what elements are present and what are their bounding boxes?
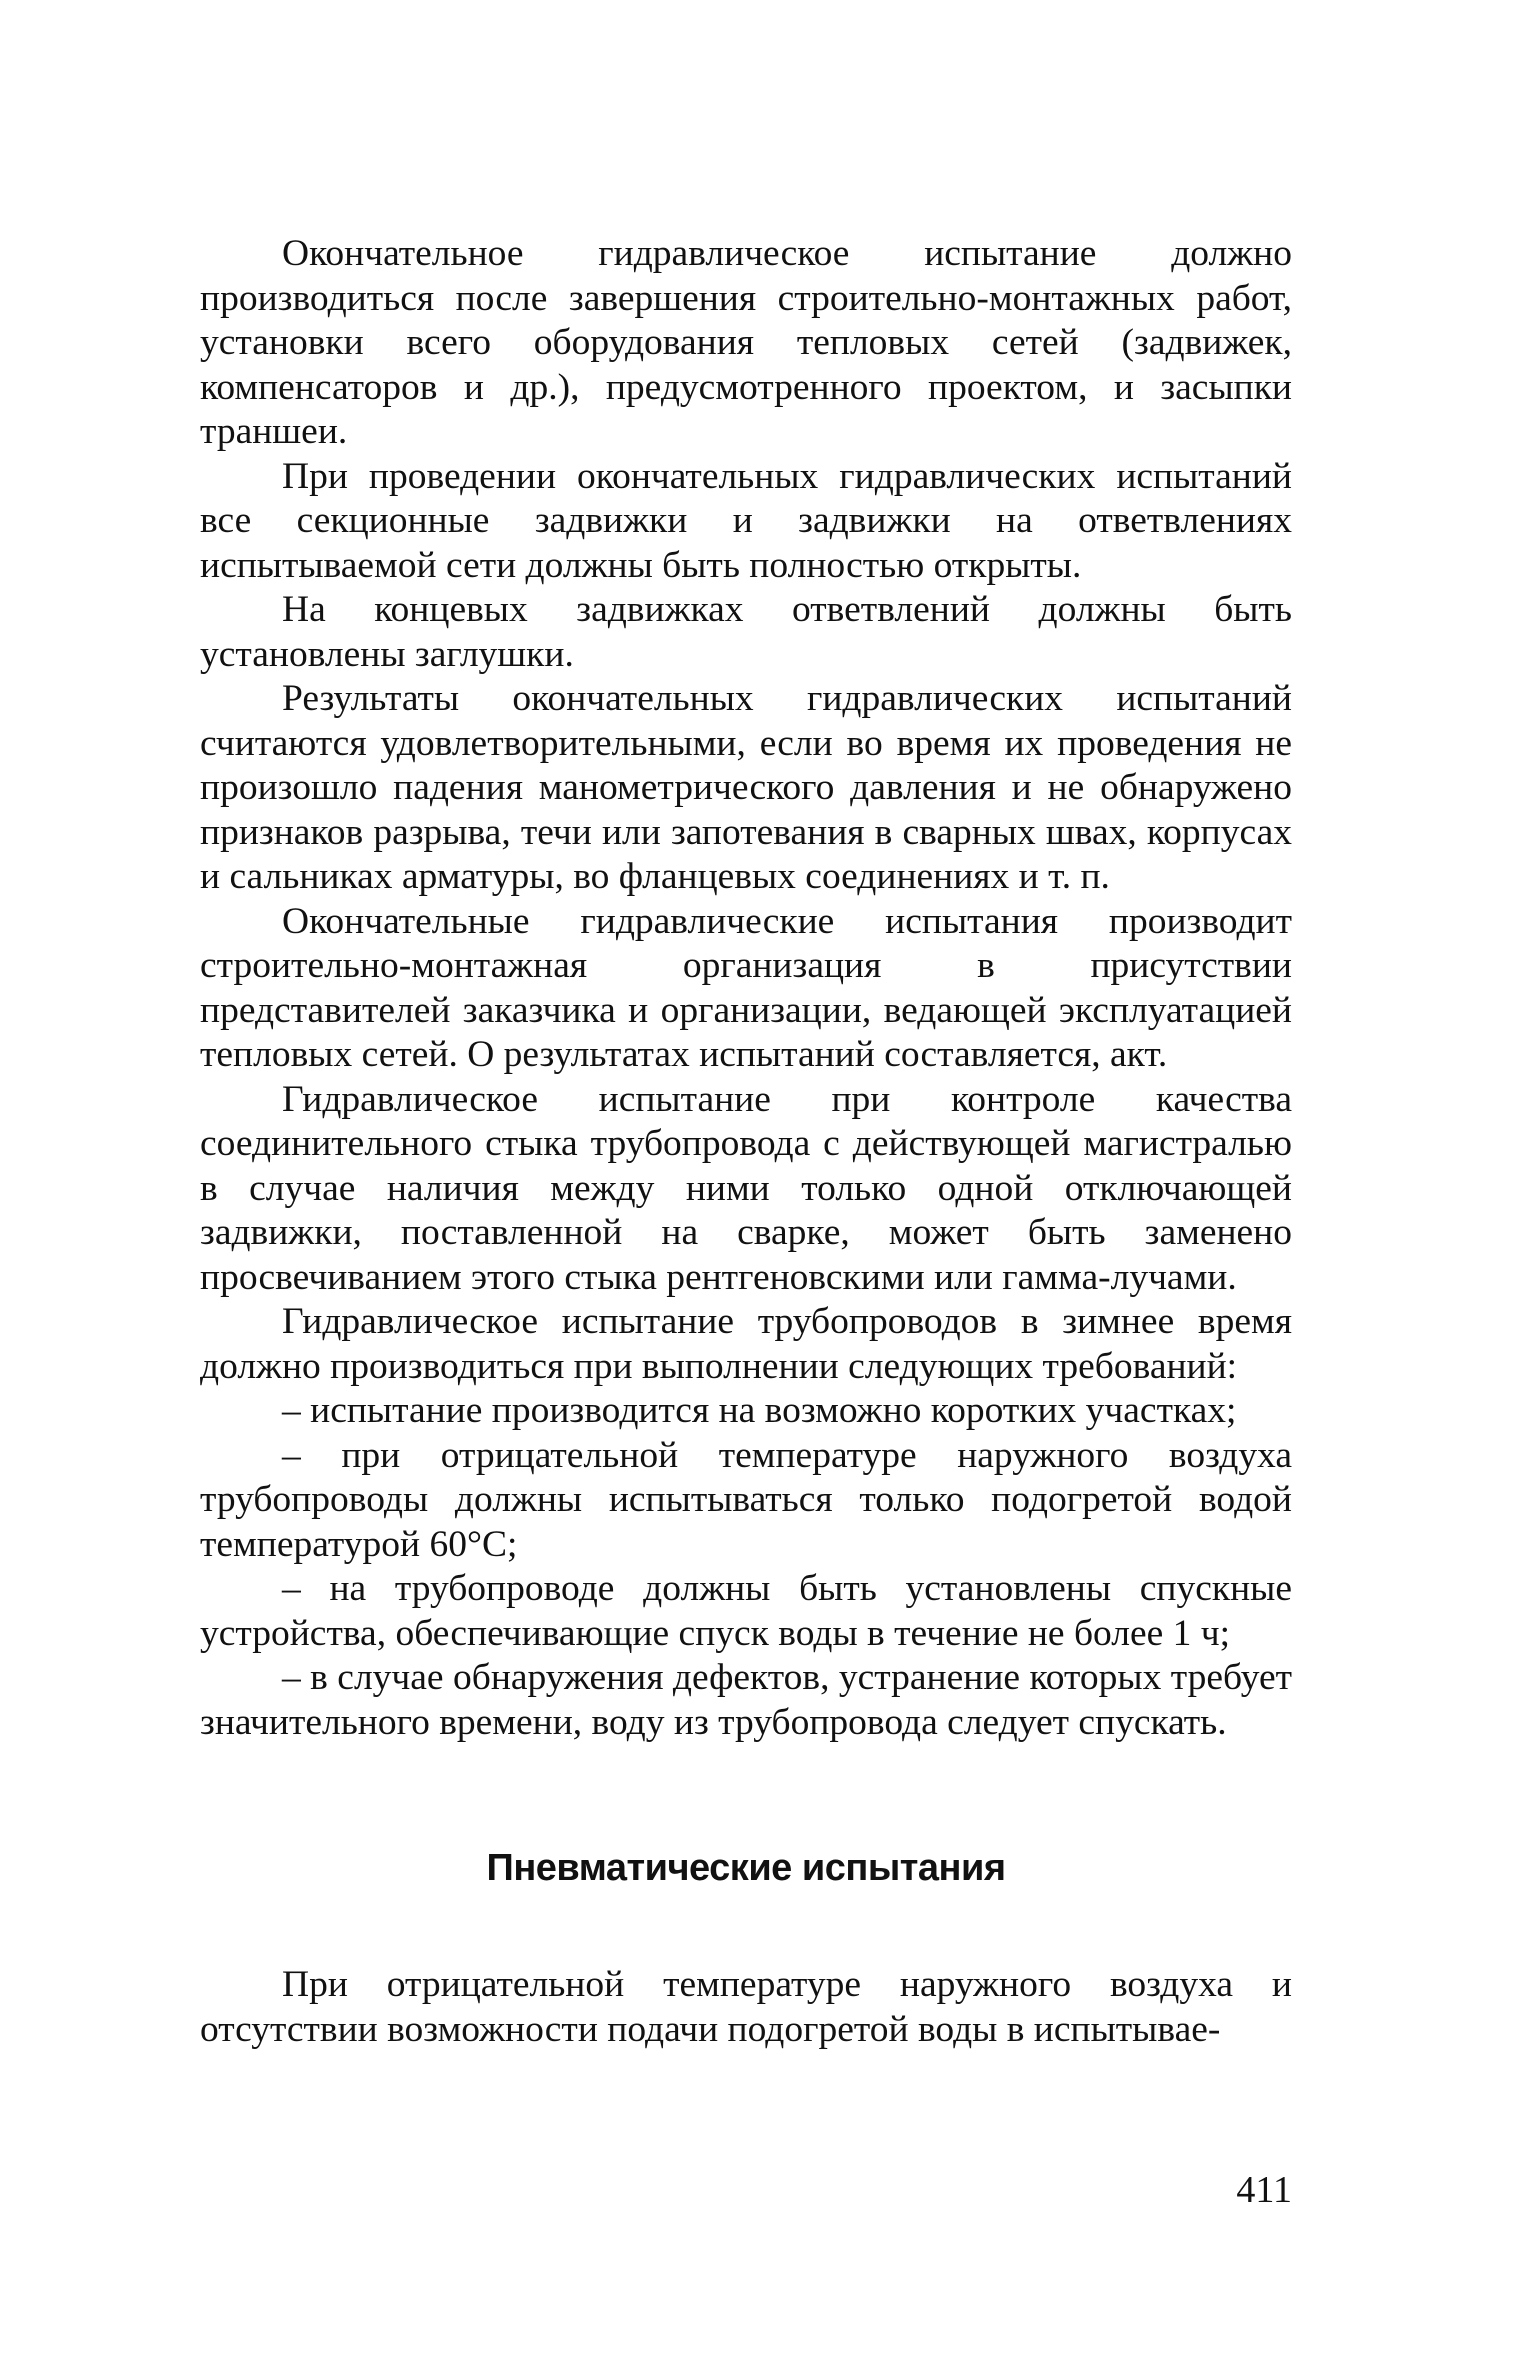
- paragraph-end-plugs: На концевых задвижках ответвлений должны быть установлены заглушки.: [200, 589, 1292, 675]
- section-heading: Пневматические испытания: [486, 1847, 1006, 1889]
- list-item-short-sections: – испытание производится на возможно коротких участках;: [282, 1390, 1237, 1431]
- paragraph-pneumatic-intro: При отрицательной температуре наружного воздуха и отсутствии возможности подачи подогретой воды в испытывае-: [200, 1964, 1292, 2050]
- paragraph-valves-open: При проведении окончательных гидравлических испытаний все секционные задвижки и задвижки на ответвлениях испытываемой сети должны быть полностью открыты.: [200, 455, 1292, 586]
- paragraph-test-results: Результаты окончательных гидравлических испытаний считаются удовлетворительными, если во время их проведения не произошло падения манометрического давления и не обнаружено признаков разрыва, течи или запотевания в сварных швах, корпусах и сальниках арматуры, во фланцевых соединениях и т. п.: [200, 678, 1292, 897]
- paragraph-winter-testing: Гидравлическое испытание трубопроводов в зимнее время должно производиться при выполнении следующих требований:: [200, 1301, 1292, 1387]
- page-number: 411: [1236, 2169, 1292, 2211]
- list-item-drain-on-defects: – в случае обнаружения дефектов, устранение которых требует значительного времени, воду из трубопровода следует спускать.: [200, 1657, 1292, 1743]
- paragraph-joint-inspection: Гидравлическое испытание при контроле качества соединительного стыка трубопровода с действующей магистралью в случае наличия между ними только одной отключающей задвижки, поставленной на сварке, может быть заменено просвечиванием этого стыка рентгеновскими или гамма-лучами.: [200, 1078, 1292, 1298]
- paragraph-test-responsibility: Окончательные гидравлические испытания производит строительно-монтажная организация в присутствии представителей заказчика и организации, ведающей эксплуатацией тепловых сетей. О результатах испытаний составляется, акт.: [200, 900, 1292, 1075]
- page-body: [200, 232, 1292, 2052]
- list-item-heated-water: – при отрицательной температуре наружного воздуха трубопроводы должны испытываться только подогретой водой температурой 60°C;: [200, 1434, 1292, 1565]
- paragraph-final-test-timing: Окончательное гидравлическое испытание должно производиться после завершения строительно-монтажных работ, установки всего оборудования тепловых сетей (задвижек, компенсаторов и др.), предусмотренного проектом, и засыпки траншеи.: [200, 233, 1292, 452]
- list-item-drain-devices: – на трубопроводе должны быть установлены спускные устройства, обеспечивающие спуск воды в течение не более 1 ч;: [200, 1568, 1292, 1654]
